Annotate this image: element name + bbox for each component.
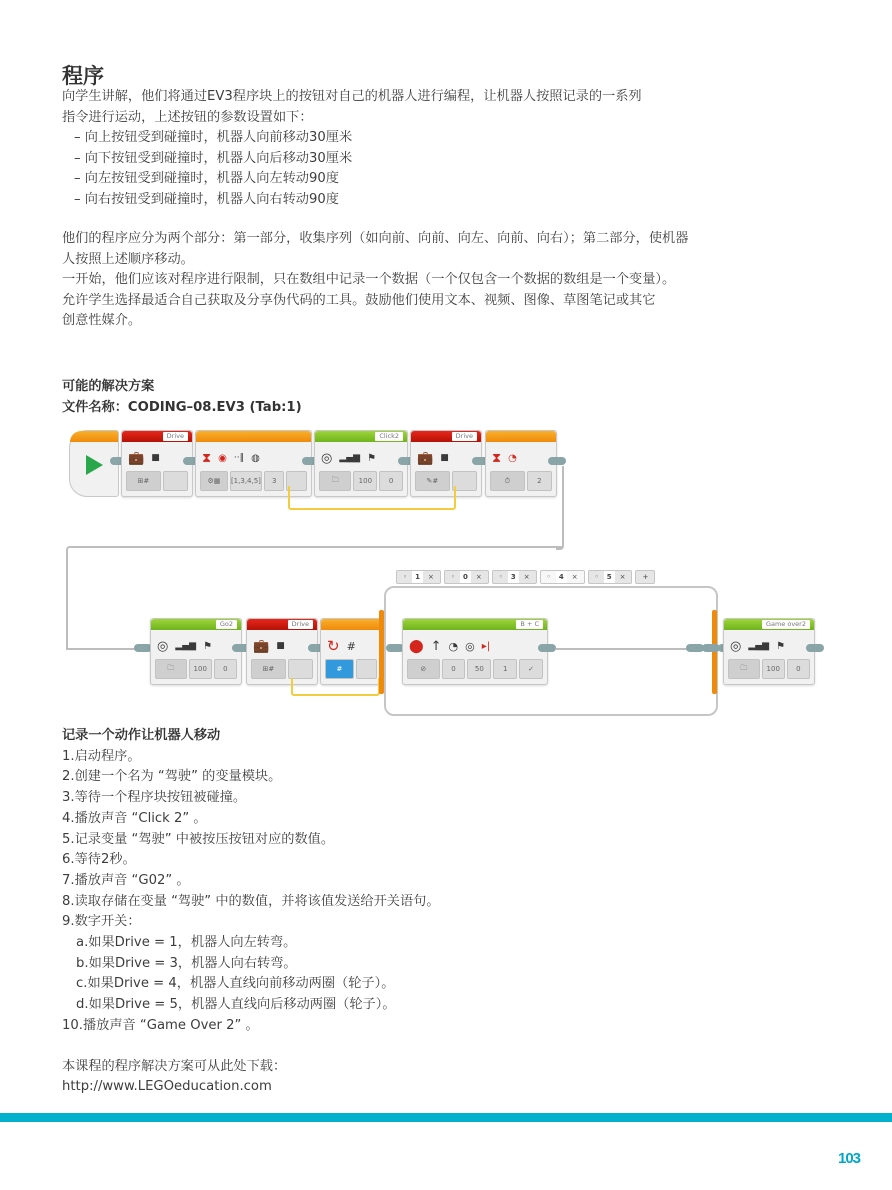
footer-bar <box>0 1113 892 1122</box>
sound-block-game-over2[interactable] <box>723 618 815 685</box>
volume-icon: ▂▄▆ <box>339 453 361 463</box>
mode-selector[interactable]: 🗀 <box>319 471 351 491</box>
case-tab[interactable]: ◦ 0 × <box>444 570 489 584</box>
brake-input[interactable]: ✓ <box>519 659 543 679</box>
step-subitem: d.如果Drive = 5，机器人直线向后移动两圈（轮子）。 <box>76 997 396 1013</box>
switch-right-bar <box>712 610 717 694</box>
ev3-program-diagram <box>66 426 836 721</box>
small-briefcase-icon: ■ <box>151 453 160 463</box>
play-icon <box>86 455 103 475</box>
step-subitem: a.如果Drive = 1，机器人向左转弯。 <box>76 935 297 951</box>
button-parameter-list <box>62 128 642 210</box>
step-item: 4.播放声音 “Click 2” 。 <box>62 810 207 826</box>
power-icon: ↑ <box>430 638 442 654</box>
step-item: 3.等待一个程序块按钮被碰撞。 <box>62 790 247 806</box>
numeric-icon: # <box>346 639 356 653</box>
volume-input[interactable]: 100 <box>189 659 212 679</box>
speaker-icon: ◎ <box>730 638 742 654</box>
compare-icon: ··‖ <box>233 453 245 463</box>
step-item: 5.记录变量 “驾驶” 中被按压按钮对应的数值。 <box>62 831 335 847</box>
sound-file-tag: Click2 <box>375 432 403 441</box>
speaker-icon: ◎ <box>321 450 333 466</box>
section-title: 程序 <box>62 64 104 88</box>
steering-input[interactable]: 0 <box>442 659 466 679</box>
volume-icon: ▂▄▆ <box>748 641 770 651</box>
switch-icon: ↻ <box>327 637 340 655</box>
mode-selector[interactable]: 🗀 <box>155 659 187 679</box>
bullet-item: – 向左按钮受到碰撞时，机器人向左转动90度 <box>74 171 339 186</box>
paragraph-line: 他们的程序应分为两个部分：第一部分，收集序列（如向前、向前、向左、向前、向右）；第二部分，使机器 <box>62 231 689 246</box>
mode-selector[interactable]: ⊞# <box>251 659 286 679</box>
steps-list <box>62 726 440 1098</box>
paragraph-line: 创意性媒介。 <box>62 313 142 328</box>
intro-line: 向学生讲解，他们将通过EV3程序块上的按钮对自己的机器人进行编程，让机器人按照记录的一系列 <box>62 89 642 104</box>
solution-heading: 可能的解决方案 <box>62 379 155 394</box>
state-icon: ◍ <box>251 452 260 464</box>
sequence-wire <box>66 648 136 650</box>
small-briefcase-icon: ■ <box>440 453 449 463</box>
mode-selector[interactable]: 🗀 <box>728 659 760 679</box>
bullet-item: – 向下按钮受到碰撞时，机器人向后移动30厘米 <box>74 150 353 166</box>
mode-selector[interactable]: ⊞# <box>126 471 161 491</box>
hourglass-icon: ⧗ <box>492 450 502 466</box>
button-ids-input[interactable]: [1,3,4,5] <box>230 471 262 491</box>
variable-write-block-drive[interactable] <box>121 430 193 497</box>
timer-icon: ◔ <box>508 452 517 464</box>
intro-line: 指令进行运动，上述按钮的参数设置如下： <box>62 109 313 125</box>
bullet-item: – 向上按钮受到碰撞时，机器人向前移动30厘米 <box>74 130 353 145</box>
page-number: 103 <box>838 1150 861 1167</box>
sound-block-go2[interactable] <box>150 618 242 685</box>
variable-name-tag: Drive <box>288 620 313 629</box>
sound-file-tag: Game over2 <box>762 620 810 629</box>
briefcase-icon: 💼 <box>128 450 145 466</box>
briefcase-icon: 💼 <box>417 450 434 466</box>
small-briefcase-icon: ■ <box>276 641 285 651</box>
case-tab[interactable]: ◦ 1 × <box>396 570 441 584</box>
case-tab-active[interactable]: ◦ 4 × <box>540 570 585 584</box>
variable-read-block-drive[interactable] <box>246 618 318 685</box>
step-item: 9.数字开关： <box>62 914 141 930</box>
case-tab[interactable]: ◦ 5 × <box>588 570 633 584</box>
sound-file-tag: Go2 <box>216 620 237 629</box>
bullet-item: – 向右按钮受到碰撞时，机器人向右转动90度 <box>74 191 339 207</box>
play-type-icon: ⚑ <box>367 452 377 464</box>
brick-button-icon: ◉ <box>218 452 227 464</box>
step-item: 6.等待2秒。 <box>62 852 136 868</box>
paragraph-2 <box>62 229 688 332</box>
sequence-wire <box>556 648 692 650</box>
switch-case-tabs <box>396 570 655 584</box>
mode-selector[interactable]: ⏱ <box>490 471 525 491</box>
brake-icon: ▸| <box>481 640 491 652</box>
play-type-input[interactable]: 0 <box>379 471 403 491</box>
step-item: 7.播放声音 “G02” 。 <box>62 872 190 888</box>
volume-input[interactable]: 100 <box>762 659 785 679</box>
variable-name-tag: Drive <box>163 432 188 441</box>
sequence-connector <box>538 644 556 652</box>
play-type-input[interactable]: 0 <box>787 659 810 679</box>
speaker-icon: ◎ <box>157 638 169 654</box>
briefcase-icon: 💼 <box>253 638 270 654</box>
variable-name-tag: Drive <box>452 432 477 441</box>
sequence-connector <box>806 644 824 652</box>
ports-tag: B + C <box>516 620 543 629</box>
move-tank-block[interactable] <box>402 618 548 685</box>
play-type-icon: ⚑ <box>203 640 213 652</box>
value-input[interactable] <box>356 659 377 679</box>
intro-paragraph <box>62 87 642 210</box>
mode-selector[interactable]: ⊘ <box>407 659 440 679</box>
play-type-input[interactable]: 0 <box>214 659 237 679</box>
volume-input[interactable]: 100 <box>353 471 377 491</box>
value-input[interactable] <box>163 471 188 491</box>
sequence-wire <box>556 466 564 550</box>
data-wire <box>291 678 380 696</box>
mode-selector[interactable]: ✎# <box>415 471 450 491</box>
download-link[interactable]: http://www.LEGOeducation.com <box>62 1079 272 1095</box>
volume-icon: ▂▄▆ <box>175 641 197 651</box>
paragraph-line: 人按照上述顺序移动。 <box>62 251 194 267</box>
power-input[interactable]: 50 <box>467 659 491 679</box>
file-name-label: 文件名称：CODING–08.EV3 (Tab:1) <box>62 400 302 415</box>
data-wire <box>288 486 456 510</box>
step-item: 1.启动程序。 <box>62 748 141 764</box>
step-subitem: c.如果Drive = 4，机器人直线向前移动两圈（轮子）。 <box>76 976 395 992</box>
step-subitem: b.如果Drive = 3，机器人向右转弯。 <box>76 955 297 971</box>
mode-selector[interactable]: ⚙▦ <box>200 471 228 491</box>
speed-icon: ◔ <box>448 639 459 653</box>
steps-heading: 记录一个动作让机器人移动 <box>62 728 221 743</box>
paragraph-line: 一开始，他们应该对程序进行限制，只在数组中记录一个数据（一个仅包含一个数据的数组是一个变量）。 <box>62 272 676 287</box>
paragraph-line: 允许学生选择最适合自己获取及分享伪代码的工具。鼓励他们使用文本、视频、图像、草图笔记或其它 <box>62 292 656 308</box>
rotations-icon: ◎ <box>465 639 475 653</box>
wait-time-block[interactable] <box>485 430 557 497</box>
download-label: 本课程的程序解决方案可从此处下载： <box>62 1058 287 1074</box>
state-input[interactable]: 3 <box>264 471 285 491</box>
step-item: 8.读取存储在变量 “驾驶” 中的数值，并将该值发送给开关语句。 <box>62 893 440 909</box>
mode-selector[interactable]: # <box>325 659 354 679</box>
step-item: 10.播放声音 “Game Over 2” 。 <box>62 1017 259 1033</box>
case-tab[interactable]: ◦ 3 × <box>492 570 537 584</box>
seconds-input[interactable]: 2 <box>527 471 552 491</box>
step-item: 2.创建一个名为 “驾驶” 的变量模块。 <box>62 769 282 785</box>
motor-icon: ⬤ <box>409 638 424 654</box>
play-type-icon: ⚑ <box>776 640 786 652</box>
hourglass-icon: ⧗ <box>202 450 212 466</box>
value-output[interactable] <box>288 659 313 679</box>
sequence-connector <box>548 457 566 465</box>
rotations-input[interactable]: 1 <box>493 659 517 679</box>
add-case-button[interactable]: + <box>635 570 655 584</box>
switch-block-numeric[interactable] <box>320 618 382 685</box>
